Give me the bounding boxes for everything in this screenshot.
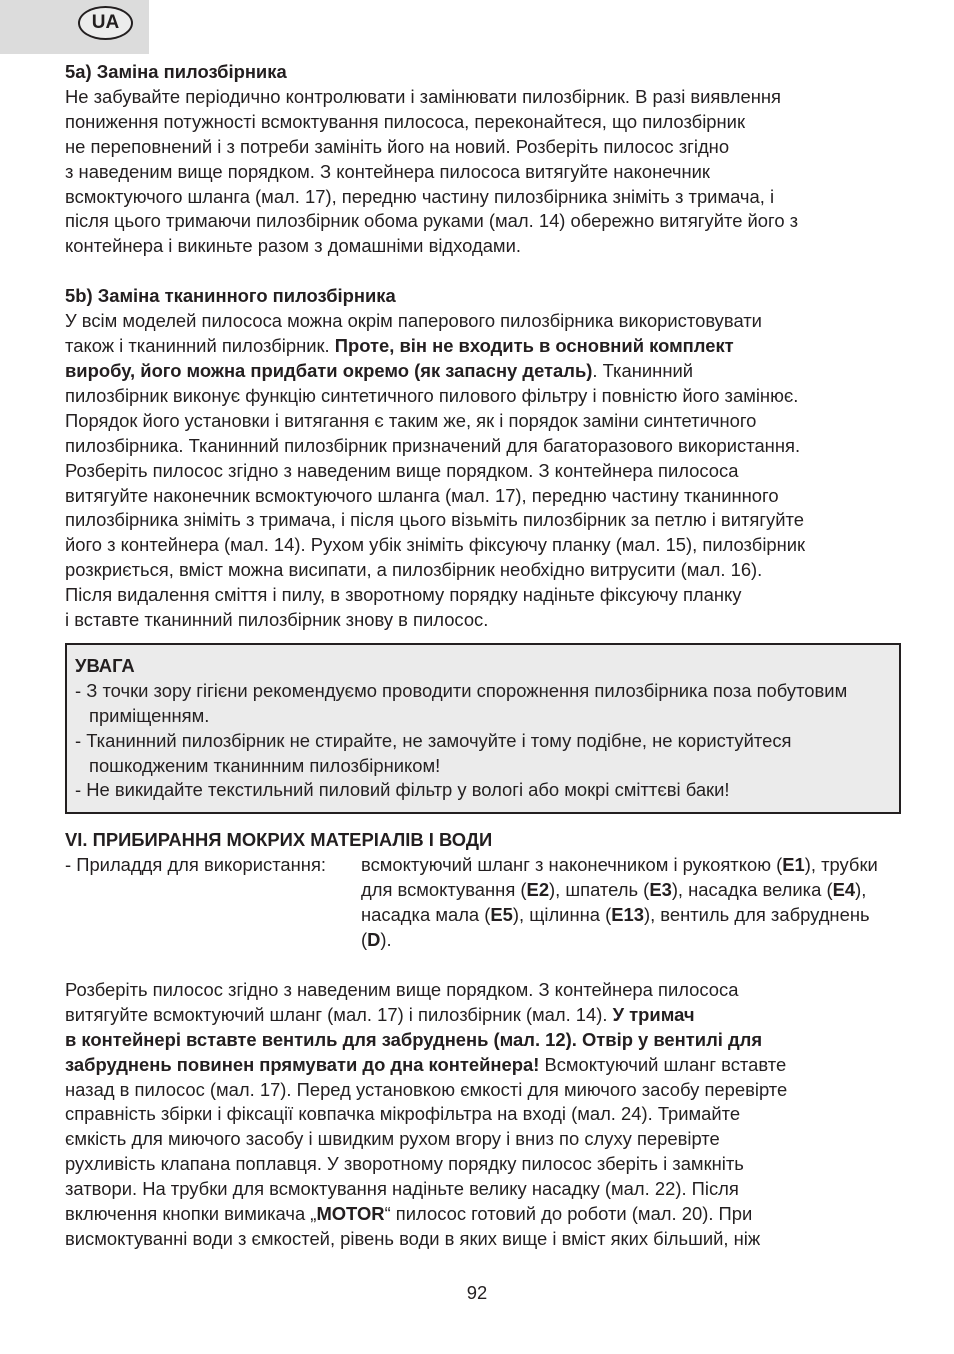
- section-6-title: VI. ПРИБИРАННЯ МОКРИХ МАТЕРІАЛІВ І ВОДИ: [65, 829, 493, 851]
- section-5b-text: . Тканинний: [592, 359, 694, 381]
- section-6-line: ємкість для миючого засобу і швидким рухом вгору і вниз по слуху перевірте: [65, 1128, 720, 1150]
- section-5b-line: пилозбірника зніміть з тримача, і після цього візьміть пилозбірник за петлю і витягуйте: [65, 509, 804, 531]
- section-5a-line: з наведеним вище порядком. З контейнера пилососа витягуйте наконечник: [65, 160, 710, 182]
- page-content: [65, 60, 900, 1252]
- section-6-line: справність збірки і фіксації ковпачка мікрофільтра на вході (мал. 24). Тримайте: [65, 1103, 741, 1125]
- section-6-line: [65, 1202, 900, 1227]
- language-tab: [0, 0, 149, 54]
- section-6-emphasis: забруднень повинен прямувати до дна контейнера!: [65, 1053, 540, 1075]
- section-5b-line: Розберіть пилосос згідно з наведеним вище порядком. З контейнера пилососа: [65, 459, 739, 481]
- section-5b-title: 5b) Заміна тканинного пилозбірника: [65, 285, 396, 307]
- accessories-text: ), вентиль для забруднень (: [361, 904, 870, 950]
- accessories-label: - Приладдя для використання:: [65, 854, 327, 876]
- accessory-code: E4: [832, 879, 856, 901]
- page-number: 92: [466, 1282, 488, 1303]
- section-5b-line: витягуйте наконечник всмоктуючого шланга (мал. 17), передню частину тканинного: [65, 484, 779, 506]
- warning-box: [65, 643, 901, 814]
- accessories-text: ), шпатель (: [549, 879, 650, 901]
- section-6-line: висмоктуванні води з ємкостей, рівень води в яких вище і вміст яких більший, ніж: [65, 1227, 761, 1249]
- accessory-code: E1: [782, 854, 805, 876]
- section-6-text: Всмоктуючий шланг вставте: [539, 1053, 787, 1075]
- accessories-text: ), насадка велика (: [671, 879, 833, 901]
- section-5b-line: розкриється, вміст можна висипати, а пилозбірник необхідно витрусити (мал. 16).: [65, 559, 763, 581]
- section-5b-line: У всім моделей пилососа можна окрім паперового пилозбірника використовувати: [65, 310, 762, 332]
- section-5b-line: його з контейнера (мал. 14). Рухом убік зніміть фіксуючу планку (мал. 15), пилозбірник: [65, 534, 806, 556]
- accessory-code: E3: [649, 879, 672, 901]
- accessories-text: ).: [380, 929, 392, 950]
- section-5b-emphasis: виробу, його можна придбати окремо (як запасну деталь): [65, 359, 593, 381]
- section-6-line: Розберіть пилосос згідно з наведеним вище порядком. З контейнера пилососа: [65, 978, 739, 1000]
- section-6-line: [65, 1003, 900, 1028]
- section-6-emphasis: У тримач: [612, 1003, 695, 1025]
- section-5b-line: [65, 334, 900, 359]
- section-5b-line: і вставте тканинний пилозбірник знову в пилосос.: [65, 609, 489, 631]
- section-6-line: назад в пилосос (мал. 17). Перед установкою ємкості для миючого засобу перевірте: [65, 1078, 788, 1100]
- section-5a-line: всмоктуючого шланга (мал. 17), передню частину пилозбірника зніміть з тримача, і: [65, 185, 775, 207]
- section-5a-line: контейнера і викиньте разом з домашніми відходами.: [65, 235, 521, 257]
- section-5b-line: пилозбірника. Тканинний пилозбірник призначений для багаторазового використання.: [65, 434, 801, 456]
- section-6-text: “ пилосос готовий до роботи (мал. 20). При: [384, 1203, 753, 1225]
- warning-item: - Тканинний пилозбірник не стирайте, не замочуйте і тому подібне, не користуйтеся пошкодженим тканинним пилозбірником!: [75, 729, 792, 776]
- section-6-line: в контейнері вставте вентиль для забруднень (мал. 12). Отвір у вентилі для: [65, 1028, 763, 1050]
- accessories-list: [361, 853, 900, 953]
- warning-item: - Не викидайте текстильний пиловий фільтр у вологі або мокрі сміттєві баки!: [75, 779, 730, 801]
- motor-button-label: MOTOR: [316, 1203, 385, 1225]
- section-6-line: рухливість клапана поплавця. У зворотному порядку пилосос зберіть і замкніть: [65, 1153, 744, 1175]
- accessory-code: E13: [611, 904, 644, 926]
- accessories-text: ), насадка мала (: [361, 879, 867, 926]
- warning-title: УВАГА: [75, 654, 135, 676]
- section-5b-line: [65, 359, 900, 384]
- section-5b-line: Порядок його установки і витягання є таким же, як і порядок заміни синтетичного: [65, 409, 757, 431]
- accessory-code: D: [367, 929, 381, 950]
- accessory-code: E2: [526, 879, 550, 901]
- accessories-text: всмоктуючий шланг з наконечником і рукояткою (: [361, 854, 783, 876]
- section-6-text: витягуйте всмоктуючий шланг (мал. 17) і пилозбірник (мал. 14).: [65, 1003, 613, 1025]
- section-5b-emphasis: Проте, він не входить в основний комплект: [334, 335, 734, 357]
- accessories-text: ), щілинна (: [512, 904, 612, 926]
- accessory-code: E5: [490, 904, 513, 926]
- section-5a-line: після цього тримаючи пилозбірник обома руками (мал. 14) обережно витягуйте його з: [65, 210, 799, 232]
- accessories-text: ), трубки для всмоктування (: [361, 854, 878, 901]
- section-5b-line: пилозбірник виконує функцію синтетичного пилового фільтру і повністю його замінює.: [65, 384, 799, 406]
- section-5b-text: також і тканинний пилозбірник.: [65, 335, 335, 357]
- warning-item: - З точки зору гігієни рекомендуємо проводити спорожнення пилозбірника поза побутовим приміщенням.: [75, 679, 848, 726]
- section-5a-line: пониження потужності всмоктування пилососа, переконайтеся, що пилозбірник: [65, 110, 745, 132]
- section-5b-line: Після видалення сміття і пилу, в зворотному порядку надіньте фіксуючу планку: [65, 584, 742, 606]
- section-5a-line: не переповнений і з потреби замініть його на новий. Розберіть пилосос згідно: [65, 135, 730, 157]
- accessories-row: [65, 853, 900, 953]
- section-5a-line: Не забувайте періодично контролювати і замінювати пилозбірник. В разі виявлення: [65, 85, 781, 107]
- section-6-text: включення кнопки вимикача „: [65, 1203, 317, 1225]
- section-6-line: затвори. На трубки для всмоктування надіньте велику насадку (мал. 22). Після: [65, 1178, 739, 1200]
- section-6-line: [65, 1053, 900, 1078]
- language-badge: UA: [78, 6, 133, 40]
- section-5a-title: 5a) Заміна пилозбірника: [65, 61, 287, 82]
